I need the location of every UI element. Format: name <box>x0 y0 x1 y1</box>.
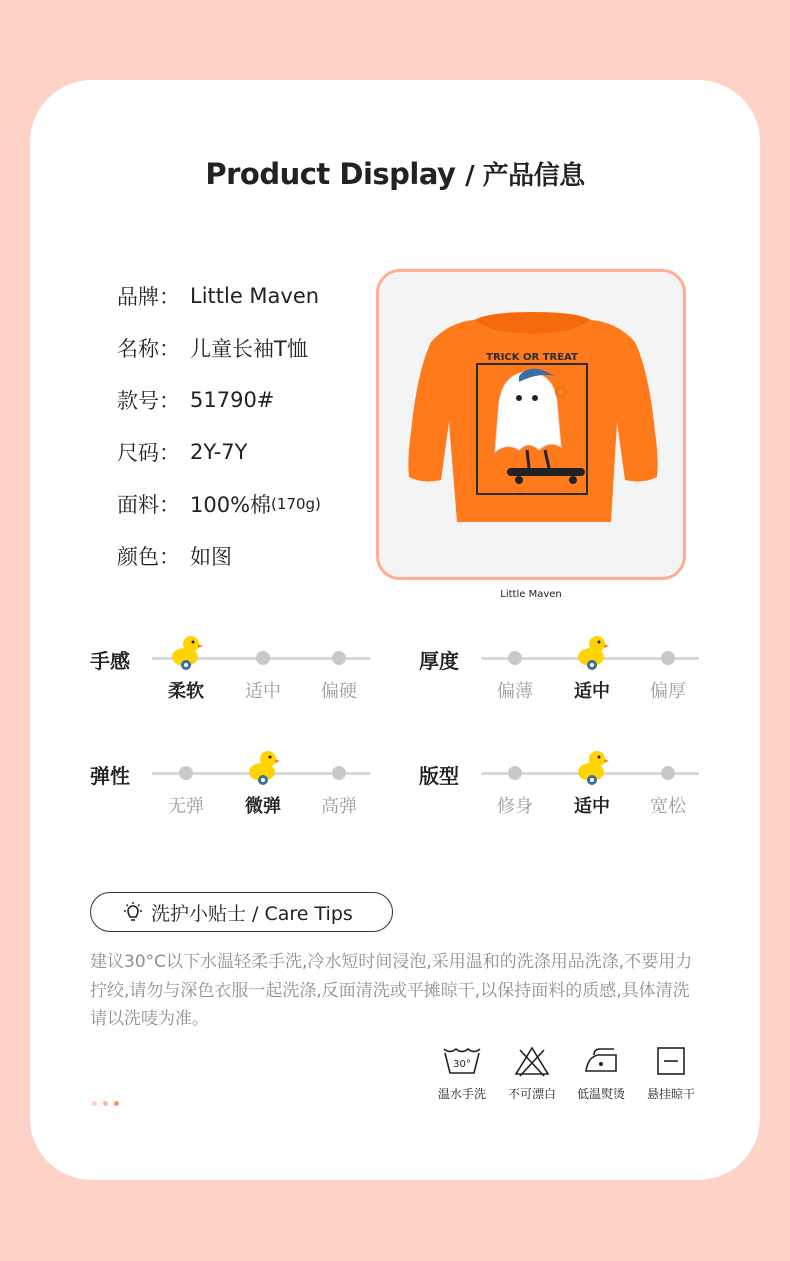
care-tips-heading <box>90 892 393 932</box>
title-english: Product Display <box>205 157 456 191</box>
care-label: 低温熨烫 <box>576 1087 625 1101</box>
spec-value: 51790# <box>190 388 275 412</box>
pager-dot <box>114 1101 119 1106</box>
rating-dot <box>661 766 675 780</box>
rating-dot <box>332 766 346 780</box>
spec-note: (170g) <box>271 495 321 513</box>
care-item-hang-dry <box>636 1045 706 1102</box>
rating-label: 厚度 <box>419 649 459 673</box>
rating-label: 版型 <box>419 764 459 788</box>
rating-dot <box>508 766 522 780</box>
rating-fit <box>419 764 749 872</box>
spec-value: 如图 <box>190 545 232 569</box>
page-indicator <box>92 1091 125 1110</box>
spec-row-color <box>117 530 321 582</box>
duck-marker-icon <box>575 748 609 786</box>
spec-row-name <box>117 322 321 374</box>
rating-option: 适中 <box>245 681 281 702</box>
spec-value: 100%棉 <box>190 493 272 517</box>
duck-marker-icon <box>575 633 609 671</box>
svg-text:30°: 30° <box>453 1059 471 1070</box>
care-label: 不可漂白 <box>507 1087 556 1101</box>
photo-caption: Little Maven <box>500 589 562 600</box>
rating-label: 手感 <box>90 649 130 673</box>
rating-option: 微弹 <box>245 796 281 817</box>
rating-dot <box>332 651 346 665</box>
page-title <box>0 155 790 192</box>
spec-row-fabric <box>117 478 321 530</box>
rating-option: 高弹 <box>321 796 357 817</box>
rating-label: 弹性 <box>90 764 130 788</box>
low-iron-icon <box>582 1045 620 1077</box>
care-tips-title: 洗护小贴士 / Care Tips <box>151 902 353 925</box>
lightbulb-icon <box>121 900 145 924</box>
spec-row-style-number <box>117 374 321 426</box>
rating-dot <box>508 651 522 665</box>
care-label: 悬挂晾干 <box>646 1087 695 1101</box>
care-tips-text: 建议30°C以下水温轻柔手洗,冷水短时间浸泡,采用温和的洗涤用品洗涤,不要用力拧绞,请勿与深色衣服一起洗涤,反面清洗或平摊晾干,以保持面料的质感,具体清洗请以洗唛为准。 <box>90 952 693 1029</box>
rating-dot <box>179 766 193 780</box>
spec-value: 儿童长袖T恤 <box>190 337 308 361</box>
hand-wash-30-icon <box>442 1045 482 1077</box>
care-item-hand-wash <box>427 1045 497 1102</box>
orange-tshirt-image <box>379 272 683 577</box>
rating-option: 无弹 <box>168 796 204 817</box>
spec-row-brand <box>117 270 321 322</box>
duck-marker-icon <box>169 633 203 671</box>
spec-value: 2Y-7Y <box>190 440 248 464</box>
shirt-print-text: TRICK OR TREAT <box>486 352 578 363</box>
rating-dot <box>256 651 270 665</box>
spec-key: 款号： <box>117 389 180 413</box>
care-item-low-iron <box>566 1045 636 1102</box>
spec-key: 品牌： <box>117 285 180 309</box>
duck-marker-icon <box>246 748 280 786</box>
no-bleach-icon <box>514 1045 550 1077</box>
rating-option: 适中 <box>574 796 610 817</box>
spec-key: 名称： <box>117 337 180 361</box>
spec-key: 颜色： <box>117 545 180 569</box>
rating-option: 修身 <box>497 796 533 817</box>
spec-key: 面料： <box>117 493 180 517</box>
rating-option: 适中 <box>574 681 610 702</box>
rating-dot <box>661 651 675 665</box>
spec-row-size <box>117 426 321 478</box>
spec-key: 尺码： <box>117 441 180 465</box>
rating-option: 偏硬 <box>321 681 357 702</box>
rating-elasticity <box>90 764 420 872</box>
pager-dot <box>92 1101 97 1106</box>
product-photo <box>376 269 686 580</box>
rating-thickness <box>419 649 749 757</box>
care-label: 温水手洗 <box>437 1087 486 1101</box>
rating-option: 偏薄 <box>497 681 533 702</box>
hang-dry-icon <box>655 1045 687 1077</box>
pager-dot <box>103 1101 108 1106</box>
care-item-no-bleach <box>497 1045 567 1102</box>
spec-list <box>117 270 321 582</box>
rating-option: 宽松 <box>650 796 686 817</box>
rating-option: 偏厚 <box>650 681 686 702</box>
title-chinese: / 产品信息 <box>465 161 585 191</box>
rating-hand-feel <box>90 649 420 757</box>
spec-value: Little Maven <box>190 284 320 308</box>
rating-option: 柔软 <box>168 681 204 702</box>
